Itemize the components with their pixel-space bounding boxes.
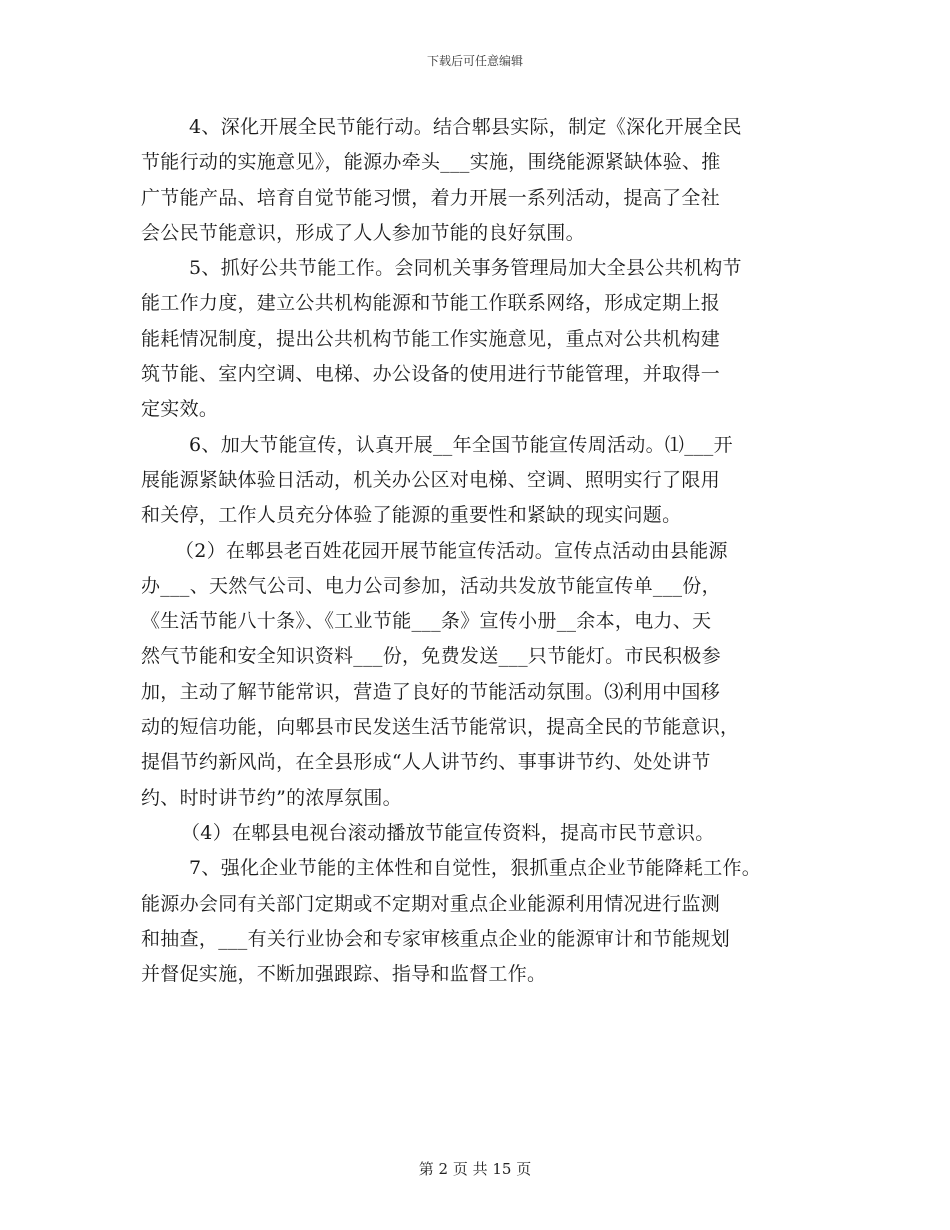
paragraph-line: 约、时时讲节约”的浓厚氛围。 <box>141 786 402 809</box>
paragraph-line: 筑节能、室内空调、电梯、办公设备的使用进行节能管理，并取得一 <box>141 363 721 386</box>
paragraph-line: 能耗情况制度，提出公共机构节能工作实施意见，重点对公共机构建 <box>141 327 721 350</box>
paragraph-line: （2）在郫县老百姓花园开展节能宣传活动。宣传点活动由县能源 <box>175 539 728 562</box>
paragraph-line: 并督促实施，不断加强跟踪、指导和监督工作。 <box>141 963 547 986</box>
paragraph-line: 7、强化企业节能的主体性和自觉性，狠抓重点企业节能降耗工作。 <box>189 857 762 880</box>
paragraph-line: 节能行动的实施意见》，能源办牵头___实施，围绕能源紧缺体验、推 <box>141 151 721 174</box>
page-footer: 第 2 页 共 15 页 <box>418 1160 532 1178</box>
paragraph-line: 会公民节能意识，形成了人人参加节能的良好氛围。 <box>141 221 585 244</box>
paragraph-line: 然气节能和安全知识资料___份，免费发送___只节能灯。市民积极参 <box>141 645 721 668</box>
paragraph-line: 办___、天然气公司、电力公司参加，活动共发放节能宣传单___份， <box>141 574 721 597</box>
paragraph-line: 能源办会同有关部门定期或不定期对重点企业能源利用情况进行监测 <box>141 892 721 915</box>
paragraph-line: 广节能产品、培育自觉节能习惯，着力开展一系列活动，提高了全社 <box>141 186 721 209</box>
paragraph-line: 能工作力度，建立公共机构能源和节能工作联系网络，形成定期上报 <box>141 292 721 315</box>
paragraph-line: 和关停，工作人员充分体验了能源的重要性和紧缺的现实问题。 <box>141 504 682 527</box>
paragraph-line: 加，主动了解节能常识，营造了良好的节能活动氛围。⑶利用中国移 <box>141 680 721 703</box>
paragraph-line: （4）在郫县电视台滚动播放节能宣传资料，提高市民节意识。 <box>181 821 715 844</box>
paragraph-line: 5、抓好公共节能工作。会同机关事务管理局加大全县公共机构节 <box>189 257 742 280</box>
paragraph-line: 展能源紧缺体验日活动，机关办公区对电梯、空调、照明实行了限用 <box>141 468 721 491</box>
paragraph-line: 动的短信功能，向郫县市民发送生活节能常识，提高全民的节能意识， <box>141 716 740 739</box>
paragraph-line: 6、加大节能宣传，认真开展__年全国节能宣传周活动。⑴___开 <box>189 433 733 456</box>
paragraph-line: 4、深化开展全民节能行动。结合郫县实际，制定《深化开展全民 <box>189 116 742 138</box>
paragraph-line: 提倡节约新风尚，在全县形成“人人讲节约、事事讲节约、处处讲节 <box>141 751 711 774</box>
page-header: 下载后可任意编辑 <box>426 54 523 68</box>
paragraph-line: 《生活节能八十条》、《工业节能___条》宣传小册__余本，电力、天 <box>141 610 712 633</box>
paragraph-line: 和抽查，___有关行业协会和专家审核重点企业的能源审计和节能规划 <box>141 927 731 950</box>
paragraph-line: 定实效。 <box>141 398 219 421</box>
document-body <box>141 110 821 992</box>
